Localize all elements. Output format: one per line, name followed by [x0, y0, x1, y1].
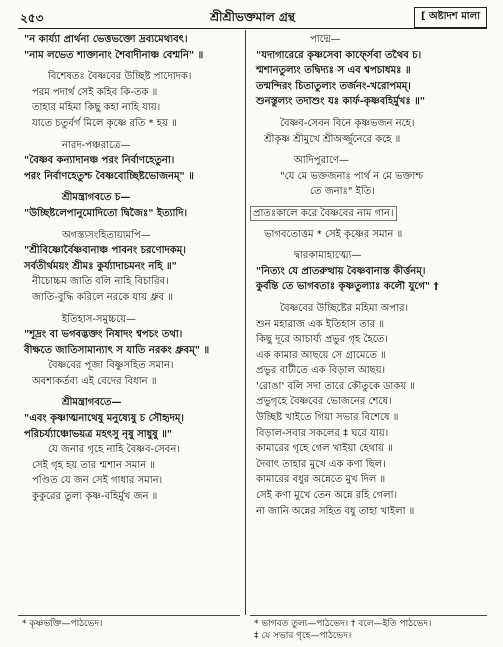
text-line: উচ্ছিষ্ট খাইতে গিয়া সভার বিশেষে ॥ [256, 412, 399, 424]
text-line: কিছু দূরে আচার্য্য প্রভুর গৃহ হৈতে। [256, 334, 388, 346]
page-header [18, 6, 487, 29]
text-line: নারদ-পঞ্চরাত্রে— [62, 139, 131, 151]
text-line: "নিত্যং যে প্রাতরুত্থায় বৈষ্ণবানাস্ত কীর্ত্তনম্। [256, 265, 426, 277]
footnote-right-line: ‡ যে সভার গৃহে—পাঠভেদ। [254, 631, 352, 641]
text-line: পরিচর্য্যাঞ্চোভয়ত্র মহৎসু নৃষু সাধুষু ॥" [24, 428, 173, 440]
text-line: বিড়াল-সবার সকলের ‡ ঘরে যায়। [256, 427, 389, 439]
text-line: তে জনাঃ" ইতি। [310, 186, 375, 198]
footnote-right [254, 618, 487, 642]
text-line: শুন মহারাজ এক ইতিহাস তার ॥ [256, 318, 385, 330]
text-line: না জানি অন্নের সহিত বধু তাহা খাইলা ॥ [256, 505, 415, 517]
text-line: কুর্বন্তি তে ভাগবতাঃ কৃষ্ণতুল্যাঃ কলৌ যুগে" † [256, 281, 439, 293]
text-line: এক কামার আছয়ে সে গ্রামেতে ॥ [256, 349, 386, 361]
text-line: বৈষ্ণবের পূজা বিষ্ণুসহিত সমান। [48, 360, 174, 372]
text-line: "ন কার্য্যা প্রার্থনা ভেত্তভক্তো দ্রব্যমেথ্যবৎ। [24, 34, 188, 45]
footnote-rule-right [250, 615, 487, 616]
footnote-rule-left [18, 615, 240, 616]
text-line: শ্রীকৃষ্ণ শ্রীমুখে শ্রীঅর্জ্জুনেরে কহে ॥ [264, 133, 401, 145]
text-line: বৈষ্ণব-সেবন বিনে কৃষ্ণভজন নহে। [280, 117, 415, 129]
text-line: "যদাগারেরে কৃষ্ণসেবা কার্ফ্সেবা তথৈব চ। [256, 49, 422, 61]
text-line: শ্রীমন্ত্রাগবতে— [62, 397, 122, 409]
text-line: "নাম লভেত শাক্তানাং শৈবাদীনাঞ্চ বেশ্মনি" ॥ [24, 49, 204, 61]
text-line: কুকুরের তুল্য কৃষ্ণ-বহির্মুখ জন ॥ [32, 491, 158, 503]
text-line: প্রাতঃকালে করে বৈষ্ণবের নাম গান। [250, 206, 397, 221]
text-line: তন্মন্দিরং চিতাতুল্যং তর্জনং-খরোপমম্। [256, 80, 411, 92]
footnote-left: * কৃষ্ণভক্তি—পাঠভেদ। [22, 619, 103, 629]
text-line: ভাগবতোত্তম * সেই কৃষ্ণের সমান ॥ [264, 228, 403, 240]
text-line: পাদ্মে— [310, 34, 341, 45]
text-line: তাহার মহিমা কিছু কহা নাহি যায়। [32, 102, 161, 114]
text-line: শ্মশানতুল্যং তদ্বিদ্যঃ স এব শ্বপচাধমঃ ॥ [256, 65, 411, 77]
text-line: কামারের বধুর অন্নেতে মুখ দিল ॥ [256, 474, 386, 486]
text-line: পরম পদার্থ সেই কহিব কি-তক ॥ [32, 86, 158, 98]
text-line: বীক্ষতে জাতিসামান্যাৎ স যাতি নরকং ধ্রুবম্" ॥ [24, 344, 210, 356]
text-line: ইতিহাস-সমুচ্চয়ে— [62, 313, 137, 325]
text-line: জাতি-বুদ্ধি করিলে নরকে যায় ধ্রুব ॥ [32, 291, 174, 303]
text-line: "বৈষ্ণব কন্যাদানঞ্চ পরং নির্বাণহেতুনা। [24, 155, 175, 167]
text-line: দ্বারকামাহাত্ম্যে— [294, 250, 362, 262]
footnote-right-line: * ভাগবত তুল্য—পাঠভেদ। † বলে—ইতি পাঠভেদ। [254, 619, 432, 629]
text-line: যে জনার গৃহে নাহি বৈষ্ণব-সেবন। [48, 444, 180, 456]
text-line: অবশ্যকর্তব্য এই বেদের বিধান ॥ [32, 375, 157, 387]
running-title: শ্রীশ্রীভক্তমাল গ্রন্থ [210, 10, 295, 24]
page-number: ২৫৩ [20, 11, 44, 25]
text-line: নীচোচ্চম জাতি বলি নাহি বিচারিব। [32, 276, 169, 288]
right-column [250, 32, 487, 519]
text-line: "শূদ্রং বা ভগবদ্ভক্তং নিষাদং শ্বপচং তথা। [24, 329, 183, 341]
text-line: প্রভুগৃহে বৈষ্ণবের ভোজনের শেষে। [256, 396, 392, 408]
text-line: প্রভুর বাটীতে এক বিড়াল আছয়। [256, 365, 386, 377]
text-line: বৈষ্ণবের উচ্ছিষ্টের মহিমা অপার। [280, 302, 409, 314]
text-line: "এবং কৃষ্ণাত্মনাথেষু মনুষ্যেষু চ সৌহৃদম্। [24, 413, 184, 425]
left-column [18, 32, 240, 505]
text-line: দৈবাৎ তাহার মুখে এক কণা ছিল। [256, 458, 386, 470]
text-line: "যে মে ভক্তজনাঃ পার্থ ন মে ভক্তাশ্চ [280, 170, 424, 182]
text-line: সেই গৃহ হয় তার শ্মশান সমান ॥ [32, 459, 156, 471]
text-line: সেই কণা মুখে তেন অন্নে রহি গেলা। [256, 490, 398, 502]
text-line: 'রোঙা' বলি সদা তারে কৌতুকে ডাকয় ॥ [256, 380, 416, 392]
chapter-label: [ অষ্টাদশ মালা [414, 7, 487, 28]
text-line: "উচ্ছিষ্টলেপানুমোদিতো দ্বিজৈঃ" ইত্যাদি। [24, 207, 188, 219]
text-line: পরং নির্বাণহেতুশ্চ বৈষ্ণবোচ্ছিষ্টভোজনম্" ॥ [24, 170, 194, 182]
text-line: পণ্ডিত যে জন সেই গাধার সমান। [32, 475, 163, 487]
text-line: শুনস্তুল্যং তদাশুং যঃ কার্ফ-কৃষ্ণবহির্মুখঃ ॥" [256, 96, 426, 108]
text-line: "শ্রীবিষ্ণোর্বৈষ্ণবানাঞ্চ পাবনং চরণোদকম্। [24, 245, 186, 257]
text-line: অগস্ত্যসংহিতায়ামপি— [62, 229, 151, 241]
text-line: কামারের গৃহে গেল খাইয়া হেথায় ॥ [256, 443, 393, 455]
text-line: আদিপুরাণে— [294, 155, 350, 167]
text-line: বিশেষতঃ বৈষ্ণবের উচ্ছিষ্ট পাদোদক। [48, 71, 192, 83]
text-line: শ্রীমন্ত্রাগবতে চ— [62, 192, 131, 204]
text-line: যাতে চতুর্বর্গ মিলে কৃষ্ণে রতি * হয় ॥ [32, 117, 177, 129]
column-divider [245, 30, 246, 615]
text-line: সর্বতীর্থময়ং শ্রীমঃ কুর্য্যাদাচমনং নহি ॥" [24, 260, 177, 272]
